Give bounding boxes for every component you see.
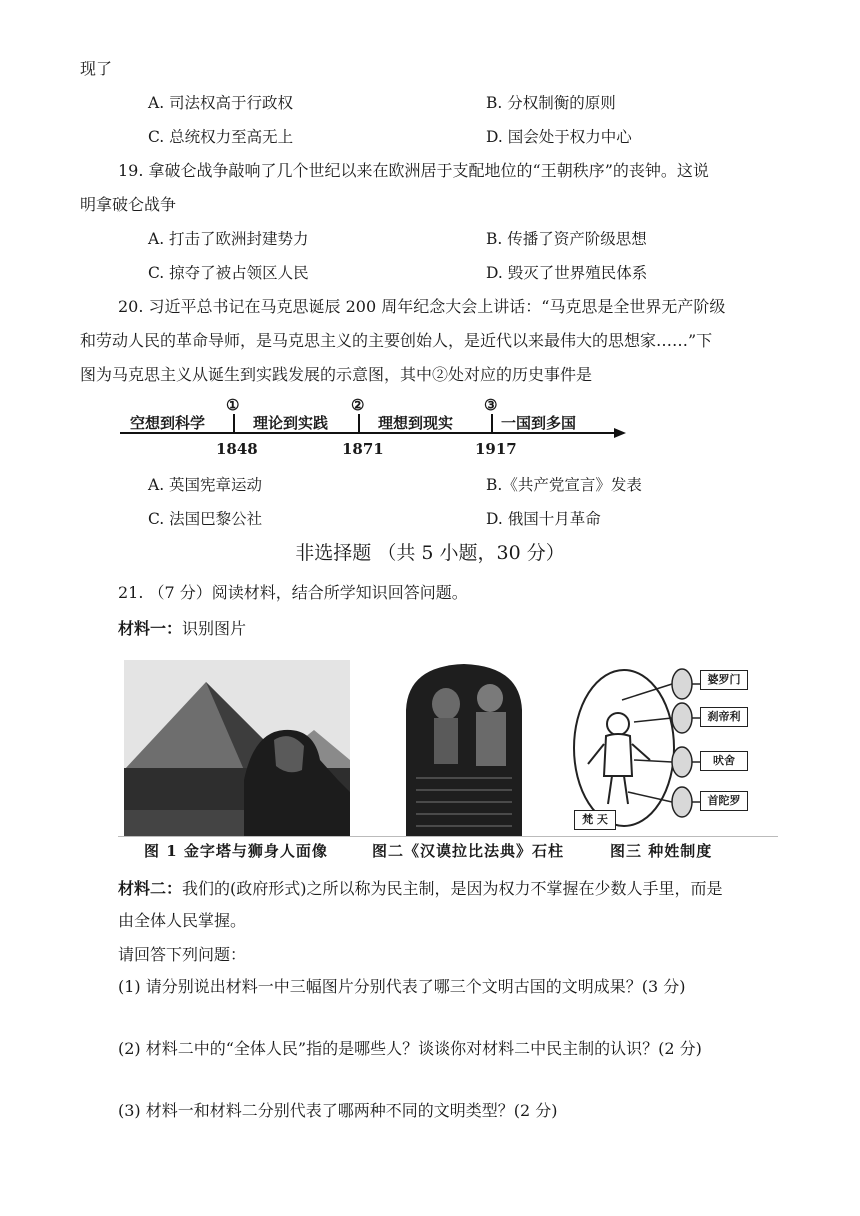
material-2-label: 材料二： xyxy=(118,879,183,898)
q20-stem-line2: 和劳动人民的革命导师，是马克思主义的主要创始人，是近代以来最伟大的思想家……”下 xyxy=(80,331,713,350)
caste-shudra: 首陀罗 xyxy=(700,791,748,811)
timeline-mark-2: ② xyxy=(351,396,365,414)
timeline-year-1917: 1917 xyxy=(475,440,517,458)
q20-option-d: D. 俄国十月革命 xyxy=(486,510,601,528)
caption-figure-1: 图 1 金字塔与狮身人面像 xyxy=(144,842,328,860)
pyramid-sphinx-image xyxy=(124,660,350,836)
q18-option-d: D. 国会处于权力中心 xyxy=(486,128,632,146)
q21-sub-2: (2) 材料二中的“全体人民”指的是哪些人？谈谈你对材料二中民主制的认识？(2 分) xyxy=(118,1039,702,1058)
material-2-line2: 由全体人民掌握。 xyxy=(118,911,247,930)
figure-hammurabi-stele xyxy=(402,660,526,836)
caste-brahmin: 婆罗门 xyxy=(700,670,748,690)
q21-sub-1: (1) 请分别说出材料一中三幅图片分别代表了哪三个文明古国的文明成果？(3 分) xyxy=(118,977,686,996)
figure-caste-system xyxy=(568,660,778,836)
timeline-segment-4: 一国到多国 xyxy=(501,414,577,432)
caste-kshatriya: 刹帝利 xyxy=(700,707,748,727)
material-1-text: 识别图片 xyxy=(182,619,247,638)
caste-vaishya: 吠舍 xyxy=(700,751,748,771)
q19-option-b: B. 传播了资产阶级思想 xyxy=(486,230,647,248)
marxism-timeline xyxy=(118,396,628,460)
q19-option-d: D. 毁灭了世界殖民体系 xyxy=(486,264,648,282)
q18-option-b: B. 分权制衡的原则 xyxy=(486,94,616,112)
figure-pyramid-sphinx xyxy=(124,660,350,836)
q18-option-c: C. 总统权力至高无上 xyxy=(148,128,294,146)
material-1-line xyxy=(118,618,246,640)
material-2-text1: 我们的(政府形式)之所以称为民主制，是因为权力不掌握在少数人手里，而是 xyxy=(182,879,723,898)
caption-figure-2: 图二《汉谟拉比法典》石柱 xyxy=(372,842,565,860)
timeline-segment-2: 理论到实践 xyxy=(253,414,329,432)
caste-brahma: 梵 天 xyxy=(574,810,616,830)
timeline-mark-3: ③ xyxy=(484,396,498,414)
q21-prompt: 请回答下列问题： xyxy=(118,945,247,964)
q20-stem-line1: 20. 习近平总书记在马克思诞辰 200 周年纪念大会上讲话：“马克思是全世界无产阶级 xyxy=(118,297,726,316)
timeline-mark-1: ① xyxy=(226,396,240,414)
q19-stem-line1: 19. 拿破仑战争敲响了几个世纪以来在欧洲居于支配地位的“王朝秩序”的丧钟。这说 xyxy=(118,161,709,180)
q20-stem-line3: 图为马克思主义从诞生到实践发展的示意图，其中②处对应的历史事件是 xyxy=(80,365,593,384)
q19-option-a: A. 打击了欧洲封建势力 xyxy=(148,230,309,248)
timeline-segment-3: 理想到现实 xyxy=(378,414,454,432)
caption-figure-3: 图三 种姓制度 xyxy=(610,842,713,860)
q18-option-a: A. 司法权高于行政权 xyxy=(148,94,294,112)
q19-stem-line2: 明拿破仑战争 xyxy=(80,195,177,214)
q20-option-c: C. 法国巴黎公社 xyxy=(148,510,263,528)
figure-divider xyxy=(118,836,778,837)
timeline-year-1848: 1848 xyxy=(216,440,258,458)
q18-stem-tail: 现了 xyxy=(80,59,113,78)
q20-option-b: B.《共产党宣言》发表 xyxy=(486,476,642,494)
q21-sub-3: (3) 材料一和材料二分别代表了哪两种不同的文明类型？(2 分) xyxy=(118,1101,558,1120)
timeline-year-1871: 1871 xyxy=(342,440,384,458)
q21-intro: 21. （7 分）阅读材料，结合所学知识回答问题。 xyxy=(118,583,468,602)
section-title: 非选择题 （共 5 小题，30 分） xyxy=(295,542,565,564)
q20-option-a: A. 英国宪章运动 xyxy=(148,476,263,494)
material-2-line1 xyxy=(118,878,723,900)
stele-image xyxy=(402,660,526,836)
material-1-label: 材料一： xyxy=(118,619,183,638)
timeline-segment-1: 空想到科学 xyxy=(130,414,206,432)
q19-option-c: C. 掠夺了被占领区人民 xyxy=(148,264,309,282)
